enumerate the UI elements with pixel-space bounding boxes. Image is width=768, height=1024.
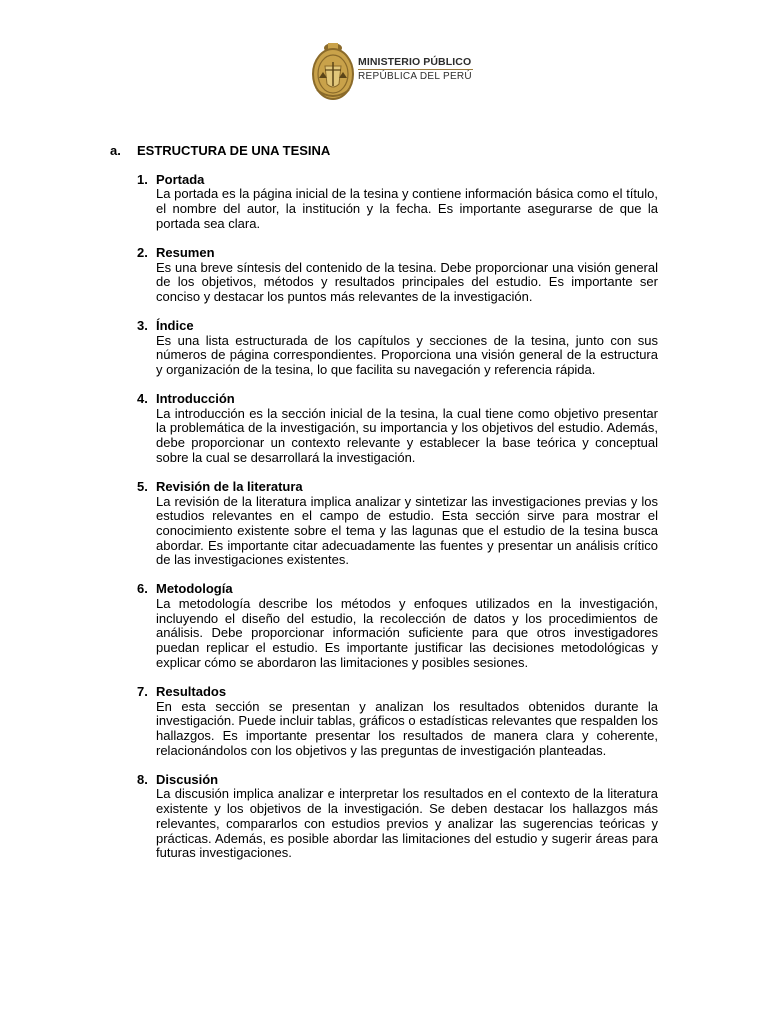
item-paragraph: La portada es la página inicial de la tesina y contiene información básica como el título, el nombre del autor, la institución y la fecha. Es importante asegurarse de que la portada sea clara. [156, 186, 658, 231]
item-title: Resumen [156, 244, 215, 260]
item-heading [110, 246, 658, 261]
item-number: 2. [137, 244, 148, 260]
coat-of-arms-seal-icon [311, 40, 355, 102]
list-item [110, 246, 658, 305]
item-title: Introducción [156, 391, 235, 407]
list-item [110, 173, 658, 232]
item-heading [110, 480, 658, 495]
list-item [110, 392, 658, 466]
item-number: 3. [137, 317, 148, 333]
document-body [110, 144, 658, 875]
organization-name: MINISTERIO PÚBLICO [358, 56, 472, 68]
brand-divider [358, 69, 473, 70]
item-number: 4. [137, 391, 148, 407]
document-header [309, 40, 479, 104]
list-item [110, 319, 658, 378]
list-item [110, 773, 658, 861]
section-marker: a. [110, 143, 121, 158]
item-title: Discusión [156, 771, 219, 787]
item-number: 8. [137, 771, 148, 787]
item-title: Portada [156, 171, 205, 187]
item-title: Resultados [156, 683, 227, 699]
item-heading [110, 582, 658, 597]
item-heading [110, 392, 658, 407]
section-title: ESTRUCTURA DE UNA TESINA [137, 143, 331, 158]
item-heading [110, 319, 658, 334]
list-item [110, 582, 658, 670]
item-paragraph: La revisión de la literatura implica analizar y sintetizar las investigaciones previas y los estudios relevantes en el campo de estudio. Esta sección sirve para mostrar el conocimiento existente sobre el tema y las lagunas que el estudio de la tesina busca abordar. Es importante citar adecuadamente las fuentes y presentar un análisis crítico de las investigaciones existentes. [156, 493, 658, 568]
item-paragraph: En esta sección se presentan y analizan los resultados obtenidos durante la investigación. Puede incluir tablas, gráficos o estadísticas relevantes que respalden los hallazgos. Es importante presentar los resultados de manera clara y coherente, relacionándolos con los objetivos y las preguntas de investigación planteadas. [156, 698, 658, 758]
item-number: 5. [137, 478, 148, 494]
item-number: 7. [137, 683, 148, 699]
item-heading [110, 685, 658, 700]
item-paragraph: La introducción es la sección inicial de la tesina, la cual tiene como objetivo presentar la problemática de la investigación, su importancia y los objetivos del estudio. Además, debe proporcionar un contexto relevante y establecer la base teórica y conceptual sobre la cual se desarrollará la investigación. [156, 405, 658, 465]
organization-subtitle: REPÚBLICA DEL PERÚ [358, 71, 472, 82]
item-title: Metodología [156, 581, 233, 597]
section-heading [110, 144, 658, 159]
list-item [110, 480, 658, 568]
item-paragraph: La metodología describe los métodos y enfoques utilizados en la investigación, incluyendo el diseño del estudio, la recolección de datos y los procedimientos de análisis. Debe proporcionar información suficiente para que otros investigadores puedan replicar el estudio. Es importante justificar las decisiones metodológicas y explicar cómo se abordaron las limitaciones y posibles sesiones. [156, 596, 658, 670]
item-title: Revisión de la literatura [156, 478, 303, 494]
item-heading [110, 173, 658, 188]
list-item [110, 685, 658, 759]
item-title: Índice [156, 317, 194, 333]
item-heading [110, 773, 658, 788]
item-number: 6. [137, 581, 148, 597]
organization-brand [358, 56, 473, 83]
item-paragraph: Es una breve síntesis del contenido de la tesina. Debe proporcionar una visión general de los objetivos, métodos y resultados principales del estudio. Es importante ser conciso y destacar los puntos más relevantes de la investigación. [156, 259, 658, 304]
item-paragraph: La discusión implica analizar e interpretar los resultados en el contexto de la literatura existente y los objetivos de la investigación. Se deben destacar los hallazgos más relevantes, compararlos con estudios previos y analizar las sugerencias teóricas y prácticas. Además, es posible abordar las limitaciones del estudio y sugerir áreas para futuras investigaciones. [156, 786, 658, 861]
item-number: 1. [137, 171, 148, 187]
item-paragraph: Es una lista estructurada de los capítulos y secciones de la tesina, junto con sus números de página correspondientes. Proporciona una visión general de la estructura y organización de la tesina, lo que facilita su navegación y referencia rápida. [156, 332, 658, 378]
